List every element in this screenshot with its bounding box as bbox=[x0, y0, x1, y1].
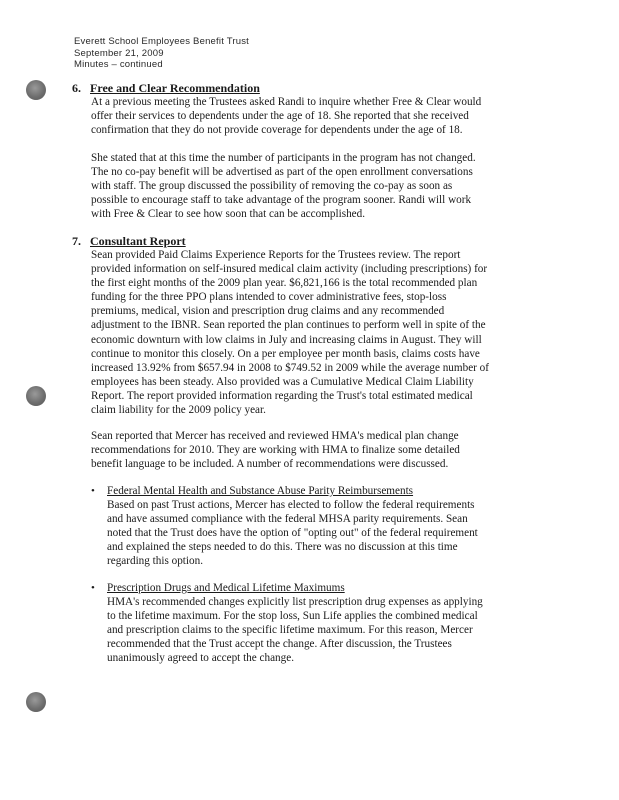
text-line: unanimously agreed to accept the change. bbox=[107, 652, 295, 665]
text-line: economic downturn with low claims in July and increasing claims in August. They will bbox=[91, 333, 482, 346]
text-line: recommendations for 2010. They are working with HMA to finalize some detailed bbox=[91, 444, 460, 457]
text-line: provided information on self-insured medical claim activity (including prescriptions) for bbox=[91, 263, 488, 276]
text-line: and have assumed compliance with the federal MHSA parity requirements. Sean bbox=[107, 513, 468, 526]
header-org: Everett School Employees Benefit Trust bbox=[74, 36, 249, 47]
bullet-body bbox=[107, 595, 547, 665]
section-6-heading bbox=[72, 81, 542, 95]
text-line: employees has been steady. Also provided was a Cumulative Medical Claim Liability bbox=[91, 375, 474, 388]
header-doc: Minutes – continued bbox=[74, 59, 163, 70]
binder-hole-bottom bbox=[26, 692, 46, 712]
bullet-dot: • bbox=[91, 485, 95, 497]
header-date: September 21, 2009 bbox=[74, 47, 164, 59]
text-line: continue to monitor this closely. On a per employee per month basis, claims costs have bbox=[91, 347, 480, 360]
binder-hole-top bbox=[26, 80, 46, 100]
text-line: with staff. The group discussed the possibility of removing the co-pay as soon as bbox=[91, 180, 453, 193]
text-line: HMA's recommended changes explicitly list prescription drug expenses as applying bbox=[107, 596, 483, 608]
section-number: 7. bbox=[72, 234, 81, 248]
section-number: 6. bbox=[72, 81, 81, 95]
section-title: Free and Clear Recommendation bbox=[90, 81, 260, 95]
text-line: Report. The report provided information regarding the Trust's total estimated medical bbox=[91, 389, 473, 402]
text-line: increased 13.92% from $657.94 in 2008 to $749.52 in 2009 while the average number of bbox=[91, 361, 489, 374]
text-line: adjustment to the IBNR. Sean reported the plan continues to perform well in spite of the bbox=[91, 319, 486, 332]
text-line: premiums, medical, vision and prescription drug claims and any recommended bbox=[91, 305, 445, 318]
section-6-paragraph-1 bbox=[91, 95, 541, 137]
text-line: The no co-pay benefit will be advertised as part of the open enrollment conversations bbox=[91, 166, 473, 179]
text-line: the first eight months of the 2009 plan year. $6,821,166 is the total recommended plan bbox=[91, 277, 478, 290]
text-line: Sean provided Paid Claims Experience Reports for the Trustees review. The report bbox=[91, 249, 461, 261]
text-line: recommended that the Trust accept the change. After discussion, the Trustees bbox=[107, 638, 452, 651]
text-line: funding for the three PPO plans intended to cover administrative fees, stop-loss bbox=[91, 291, 447, 304]
text-line: to the lifetime maximum. For the stop loss, Sun Life applies the combined medical bbox=[107, 610, 478, 623]
text-line: and explained the steps needed to do this. There was no discussion at this time bbox=[107, 541, 458, 554]
text-line: possible to encourage staff to take advantage of the program sooner. Randi will work bbox=[91, 194, 472, 207]
section-6-paragraph-2 bbox=[91, 151, 541, 221]
section-title: Consultant Report bbox=[90, 234, 186, 248]
text-line: noted that the Trust does have the option of "opting out" of the federal requirement bbox=[107, 527, 478, 540]
text-line: She stated that at this time the number of participants in the program has not changed. bbox=[91, 152, 476, 164]
text-line: Based on past Trust actions, Mercer has elected to follow the federal requirements bbox=[107, 499, 475, 511]
bullet-body bbox=[107, 498, 547, 568]
text-line: regarding this option. bbox=[107, 555, 204, 568]
page-header bbox=[74, 36, 249, 71]
text-line: benefit language to be included. A number of recommendations were discussed. bbox=[91, 458, 449, 471]
text-line: confirmation that they do not provide coverage for dependents under the age of 18. bbox=[91, 124, 463, 137]
text-line: offer their services to dependents under the age of 18. She reported that she received bbox=[91, 110, 469, 123]
section-7-paragraph-1 bbox=[91, 248, 541, 417]
bullet-title: Federal Mental Health and Substance Abuse Parity Reimbursements bbox=[107, 485, 414, 497]
section-7-heading bbox=[72, 234, 542, 248]
text-line: At a previous meeting the Trustees asked Randi to inquire whether Free & Clear would bbox=[91, 96, 482, 108]
text-line: claim liability for the 2009 policy year. bbox=[91, 404, 266, 417]
bullet-dot: • bbox=[91, 582, 95, 594]
text-line: and prescription claims to the specific lifetime maximum. For this reason, Mercer bbox=[107, 624, 473, 637]
text-line: with Free & Clear to see how soon that can be accomplished. bbox=[91, 208, 366, 221]
section-7-paragraph-2 bbox=[91, 429, 541, 471]
bullet-title: Prescription Drugs and Medical Lifetime Maximums bbox=[107, 582, 345, 594]
text-line: Sean reported that Mercer has received and reviewed HMA's medical plan change bbox=[91, 430, 459, 442]
binder-hole-middle bbox=[26, 386, 46, 406]
